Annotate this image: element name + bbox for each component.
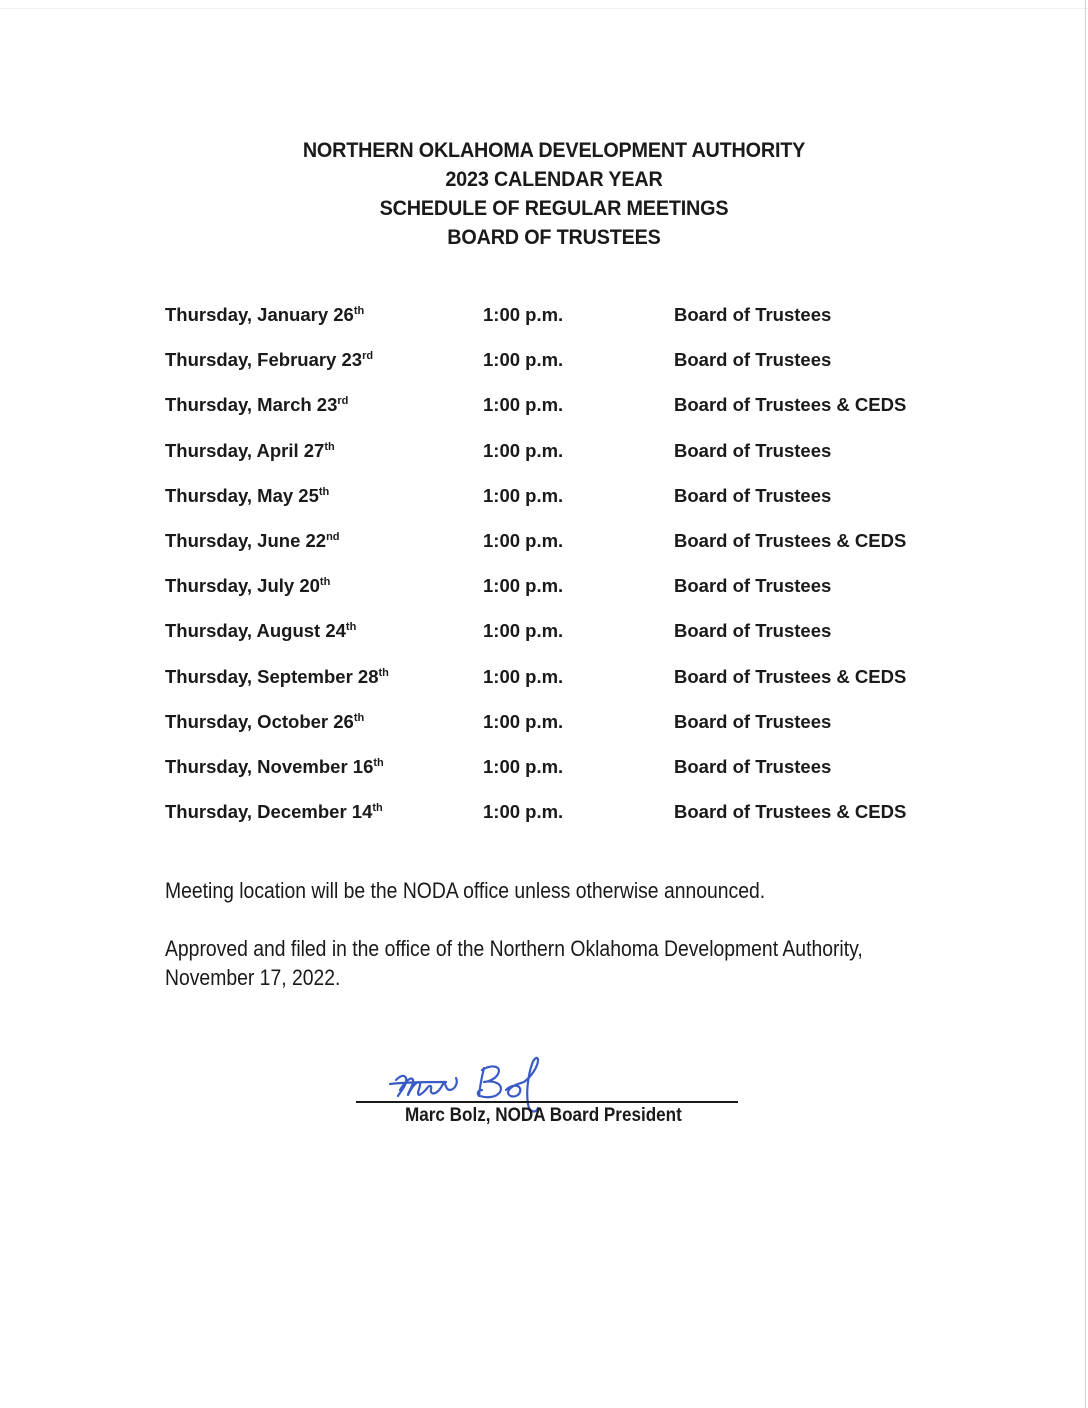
meeting-date-text: Thursday, November 16 bbox=[165, 755, 374, 777]
meeting-type: Board of Trustees bbox=[674, 439, 832, 461]
meeting-date bbox=[165, 349, 373, 371]
meeting-time: 1:00 p.m. bbox=[483, 349, 564, 371]
header-calendar-year: 2023 CALENDAR YEAR bbox=[445, 167, 663, 191]
meeting-date bbox=[165, 620, 356, 642]
meeting-date bbox=[165, 485, 329, 507]
date-ordinal-suffix: rd bbox=[337, 395, 349, 408]
meeting-date bbox=[165, 666, 389, 688]
meeting-type: Board of Trustees & CEDS bbox=[674, 529, 907, 551]
meeting-type: Board of Trustees bbox=[674, 484, 832, 506]
meeting-type: Board of Trustees bbox=[674, 349, 832, 371]
meeting-date-text: Thursday, September 28 bbox=[165, 665, 379, 687]
meeting-date-text: Thursday, August 24 bbox=[165, 620, 346, 642]
schedule-row bbox=[165, 391, 965, 436]
meeting-type: Board of Trustees & CEDS bbox=[674, 394, 907, 416]
approval-note-line1: Approved and filed in the office of the Northern Oklahoma Development Authority, bbox=[165, 936, 863, 961]
signature-block bbox=[356, 1052, 738, 1142]
meeting-time: 1:00 p.m. bbox=[483, 710, 564, 732]
signature-line bbox=[356, 1101, 738, 1103]
scan-edge-top bbox=[0, 8, 1088, 9]
meeting-date-text: Thursday, June 22 bbox=[165, 529, 327, 551]
meeting-time: 1:00 p.m. bbox=[483, 665, 564, 687]
meeting-time: 1:00 p.m. bbox=[483, 620, 564, 642]
date-ordinal-suffix: th bbox=[319, 576, 331, 589]
meeting-date-text: Thursday, October 26 bbox=[165, 710, 354, 732]
meeting-date bbox=[165, 394, 348, 416]
date-ordinal-suffix: th bbox=[373, 756, 384, 769]
meeting-schedule-table bbox=[165, 301, 965, 843]
schedule-row bbox=[165, 753, 965, 798]
date-ordinal-suffix: th bbox=[345, 621, 357, 634]
meeting-date bbox=[165, 756, 384, 778]
schedule-row bbox=[165, 663, 965, 708]
meeting-date bbox=[165, 304, 364, 326]
meeting-location-note: Meeting location will be the NODA office unless otherwise announced. bbox=[165, 878, 766, 903]
approval-note-date: November 17, 2022. bbox=[165, 965, 341, 990]
meeting-date-text: Thursday, January 26 bbox=[165, 304, 354, 325]
meeting-time: 1:00 p.m. bbox=[483, 801, 564, 823]
meeting-time: 1:00 p.m. bbox=[483, 575, 564, 597]
meeting-type: Board of Trustees bbox=[674, 620, 832, 642]
meeting-time: 1:00 p.m. bbox=[483, 529, 564, 551]
schedule-row bbox=[165, 572, 965, 617]
date-ordinal-suffix: th bbox=[318, 485, 330, 498]
meeting-date-text: Thursday, March 23 bbox=[165, 394, 338, 416]
meeting-type: Board of Trustees bbox=[674, 304, 832, 325]
meeting-time: 1:00 p.m. bbox=[483, 755, 564, 777]
date-ordinal-suffix: nd bbox=[326, 530, 340, 543]
meeting-date-text: Thursday, July 20 bbox=[165, 575, 320, 597]
date-ordinal-suffix: th bbox=[378, 666, 389, 679]
header-organization: NORTHERN OKLAHOMA DEVELOPMENT AUTHORITY bbox=[302, 138, 806, 162]
meeting-time: 1:00 p.m. bbox=[483, 439, 564, 461]
schedule-row bbox=[165, 617, 965, 662]
meeting-type: Board of Trustees bbox=[674, 710, 832, 732]
meeting-date bbox=[165, 530, 340, 552]
meeting-date-text: Thursday, May 25 bbox=[165, 484, 319, 506]
schedule-row bbox=[165, 798, 965, 843]
meeting-time: 1:00 p.m. bbox=[483, 394, 564, 416]
meeting-date bbox=[165, 801, 383, 823]
date-ordinal-suffix: rd bbox=[362, 350, 374, 363]
meeting-type: Board of Trustees bbox=[674, 575, 832, 597]
meeting-date-text: Thursday, December 14 bbox=[165, 801, 373, 823]
approval-note bbox=[165, 934, 869, 992]
schedule-row bbox=[165, 708, 965, 753]
schedule-row bbox=[165, 482, 965, 527]
date-ordinal-suffix: th bbox=[353, 305, 365, 317]
document-header bbox=[0, 136, 1088, 252]
date-ordinal-suffix: th bbox=[324, 440, 335, 453]
date-ordinal-suffix: th bbox=[353, 711, 365, 724]
schedule-row bbox=[165, 346, 965, 391]
meeting-type: Board of Trustees & CEDS bbox=[674, 665, 907, 687]
meeting-time: 1:00 p.m. bbox=[483, 484, 564, 506]
meeting-date-text: Thursday, February 23 bbox=[165, 349, 363, 371]
schedule-row bbox=[165, 527, 965, 572]
meeting-time: 1:00 p.m. bbox=[483, 304, 564, 325]
meeting-date bbox=[165, 575, 330, 597]
meeting-type: Board of Trustees bbox=[674, 755, 832, 777]
schedule-row bbox=[165, 301, 965, 346]
meeting-type: Board of Trustees & CEDS bbox=[674, 801, 907, 823]
date-ordinal-suffix: th bbox=[372, 802, 383, 815]
meeting-date bbox=[165, 711, 364, 733]
meeting-date bbox=[165, 440, 335, 462]
signer-name-title: Marc Bolz, NODA Board President bbox=[405, 1105, 682, 1126]
header-schedule-title: SCHEDULE OF REGULAR MEETINGS bbox=[379, 196, 729, 220]
header-board: BOARD OF TRUSTEES bbox=[447, 225, 661, 249]
schedule-row bbox=[165, 437, 965, 482]
meeting-date-text: Thursday, April 27 bbox=[165, 439, 325, 461]
